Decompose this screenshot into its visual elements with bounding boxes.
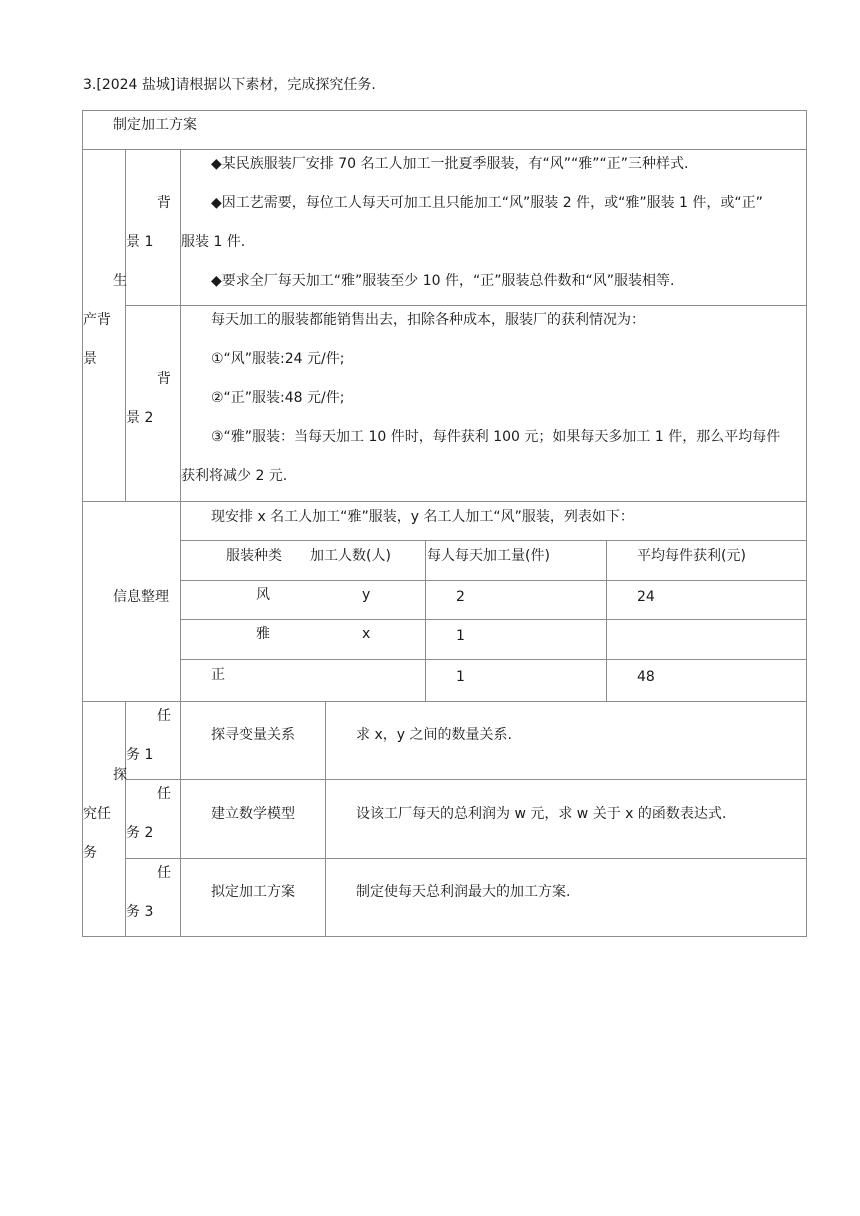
row-type: 风 — [256, 587, 270, 603]
header-qty: 每人每天加工量(件) — [427, 548, 550, 564]
task-label-b: 务 1 — [126, 747, 154, 763]
bg1-line4: ◆要求全厂每天加工“雅”服装至少 10 件，“正”服装总件数和“风”服装相等. — [211, 273, 675, 289]
divider-section3 — [82, 701, 807, 702]
bg1-label-b: 景 1 — [126, 234, 154, 250]
bg1-line3: 服装 1 件. — [181, 234, 246, 250]
row-qty: 1 — [456, 669, 465, 685]
row-profit: 24 — [637, 589, 655, 605]
bg1-line2: ◆因工艺需要，每位工人每天可加工且只能加工“风”服装 2 件，或“雅”服装 1 件，或“正” — [211, 195, 763, 211]
row-profit: 48 — [637, 669, 655, 685]
bg2-line3: ②“正”服装:48 元/件; — [211, 390, 345, 406]
header-profit: 平均每件获利(元) — [637, 548, 746, 564]
header-workers: 加工人数(人) — [310, 548, 391, 564]
bg2-line1: 每天加工的服装都能销售出去，扣除各种成本，服装厂的获利情况为： — [211, 312, 645, 328]
row-type: 正 — [211, 667, 225, 683]
task-name: 探寻变量关系 — [211, 727, 295, 743]
task-label-b: 务 3 — [126, 904, 154, 920]
table-title: 制定加工方案 — [113, 117, 197, 133]
bg2-line2: ①“风”服装:24 元/件; — [211, 351, 345, 367]
row-qty: 2 — [456, 589, 465, 605]
task-label-b: 务 2 — [126, 825, 154, 841]
s2-hline-3 — [180, 619, 807, 620]
section3-label-part3: 务 — [83, 845, 97, 861]
task-name: 建立数学模型 — [211, 806, 295, 822]
section2-label: 信息整理 — [113, 589, 169, 605]
s3-vline-c — [325, 701, 326, 937]
divider-title — [82, 149, 807, 150]
task-name: 拟定加工方案 — [211, 884, 295, 900]
task-label-a: 任 — [157, 865, 171, 881]
bg1-label-a: 背 — [157, 195, 171, 211]
table-border-right — [806, 110, 807, 937]
s3-hline-1 — [125, 779, 807, 780]
table-border-top — [82, 110, 807, 111]
bg1-line1: ◆某民族服装厂安排 70 名工人加工一批夏季服装，有“风”“雅”“正”三种样式. — [211, 156, 689, 172]
task-label-a: 任 — [157, 708, 171, 724]
s2-hline-1 — [180, 540, 807, 541]
row-qty: 1 — [456, 628, 465, 644]
question-title: 3.[2024 盐城]请根据以下素材，完成探究任务. — [83, 77, 376, 93]
s2-vline-1 — [425, 540, 426, 701]
task-label-a: 任 — [157, 786, 171, 802]
task-content: 求 x，y 之间的数量关系. — [356, 727, 512, 743]
s1-vline-a — [125, 149, 126, 501]
s3-vline-b — [180, 701, 181, 937]
divider-section2 — [82, 501, 807, 502]
row-workers: x — [362, 626, 371, 642]
section1-label-part2: 产背 — [83, 312, 111, 328]
section1-label-part1: 生 — [113, 273, 127, 289]
bg2-line5: 获利将减少 2 元. — [181, 468, 288, 484]
s2-hline-2 — [180, 580, 807, 581]
s2-hline-4 — [180, 659, 807, 660]
divider-bg — [125, 305, 807, 306]
section3-label-part2: 究任 — [83, 806, 111, 822]
s2-vline-2 — [606, 540, 607, 701]
bg2-line4: ③“雅”服装：当每天加工 10 件时，每件获利 100 元；如果每天多加工 1 件，那么平均每件 — [211, 429, 781, 445]
table-border-bottom — [82, 936, 807, 937]
row-type: 雅 — [256, 626, 270, 642]
header-type: 服装种类 — [226, 548, 282, 564]
bg2-label-a: 背 — [157, 371, 171, 387]
s3-hline-2 — [125, 858, 807, 859]
section2-intro: 现安排 x 名工人加工“雅”服装，y 名工人加工“风”服装，列表如下： — [211, 509, 634, 525]
bg2-label-b: 景 2 — [126, 410, 154, 426]
task-content: 制定使每天总利润最大的加工方案. — [356, 884, 571, 900]
task-content: 设该工厂每天的总利润为 w 元，求 w 关于 x 的函数表达式. — [356, 806, 727, 822]
row-workers: y — [362, 587, 371, 603]
s2-vline-label — [180, 501, 181, 701]
s1-vline-b — [180, 149, 181, 501]
section3-label-part1: 探 — [113, 767, 127, 783]
section1-label-part3: 景 — [83, 351, 97, 367]
